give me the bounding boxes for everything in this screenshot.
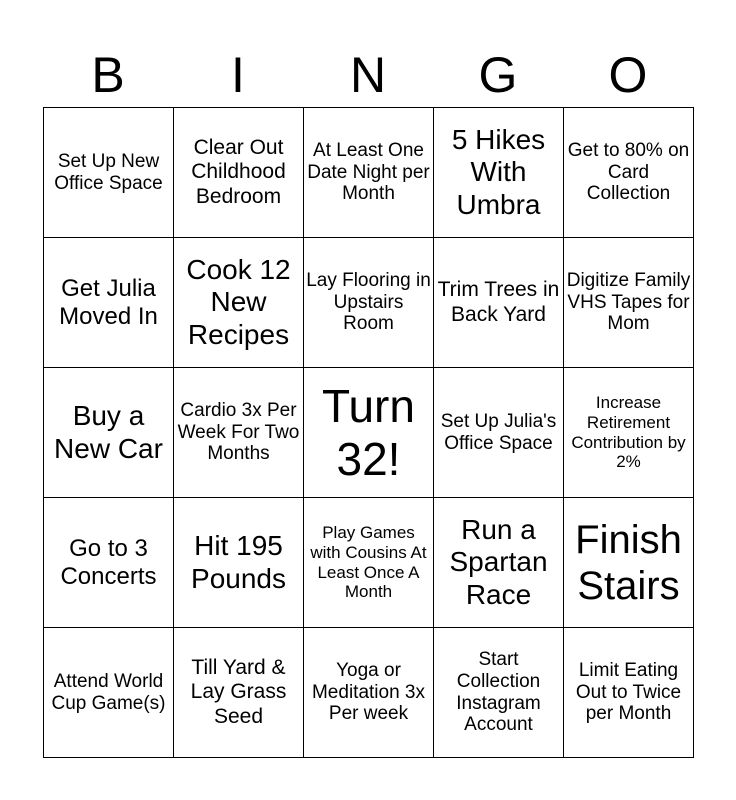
header-letter-g: G [478, 47, 518, 103]
bingo-cell: Finish Stairs [564, 498, 694, 628]
header-letter-b: B [91, 47, 125, 103]
bingo-cell: Get Julia Moved In [44, 238, 174, 368]
bingo-row [44, 498, 694, 628]
bingo-cell: Play Games with Cousins At Least Once A Month [304, 498, 434, 628]
bingo-cell: Lay Flooring in Upstairs Room [304, 238, 434, 368]
bingo-cell: 5 Hikes With Umbra [434, 108, 564, 238]
bingo-cell: Set Up Julia's Office Space [434, 368, 564, 498]
bingo-row [44, 108, 694, 238]
bingo-cell: Yoga or Meditation 3x Per week [304, 628, 434, 758]
bingo-cell: Clear Out Childhood Bedroom [174, 108, 304, 238]
bingo-cell: Till Yard & Lay Grass Seed [174, 628, 304, 758]
bingo-row [44, 628, 694, 758]
header-letter-o: O [608, 47, 648, 103]
bingo-row [44, 368, 694, 498]
bingo-cell: Get to 80% on Card Collection [564, 108, 694, 238]
bingo-cell: Increase Retirement Contribution by 2% [564, 368, 694, 498]
bingo-grid [43, 107, 694, 758]
bingo-cell: Attend World Cup Game(s) [44, 628, 174, 758]
bingo-cell: Hit 195 Pounds [174, 498, 304, 628]
bingo-row [44, 238, 694, 368]
bingo-cell: Cardio 3x Per Week For Two Months [174, 368, 304, 498]
header-letter-n: N [349, 47, 387, 103]
bingo-header [43, 44, 693, 106]
bingo-cell: Trim Trees in Back Yard [434, 238, 564, 368]
header-letter-i: I [231, 47, 245, 103]
bingo-cell: Limit Eating Out to Twice per Month [564, 628, 694, 758]
bingo-cell: Set Up New Office Space [44, 108, 174, 238]
bingo-cell: Cook 12 New Recipes [174, 238, 304, 368]
bingo-cell: Digitize Family VHS Tapes for Mom [564, 238, 694, 368]
bingo-cell: Go to 3 Concerts [44, 498, 174, 628]
bingo-cell: Start Collection Instagram Account [434, 628, 564, 758]
bingo-cell: At Least One Date Night per Month [304, 108, 434, 238]
free-space-cell: Turn 32! [304, 368, 434, 498]
bingo-cell: Buy a New Car [44, 368, 174, 498]
bingo-cell: Run a Spartan Race [434, 498, 564, 628]
